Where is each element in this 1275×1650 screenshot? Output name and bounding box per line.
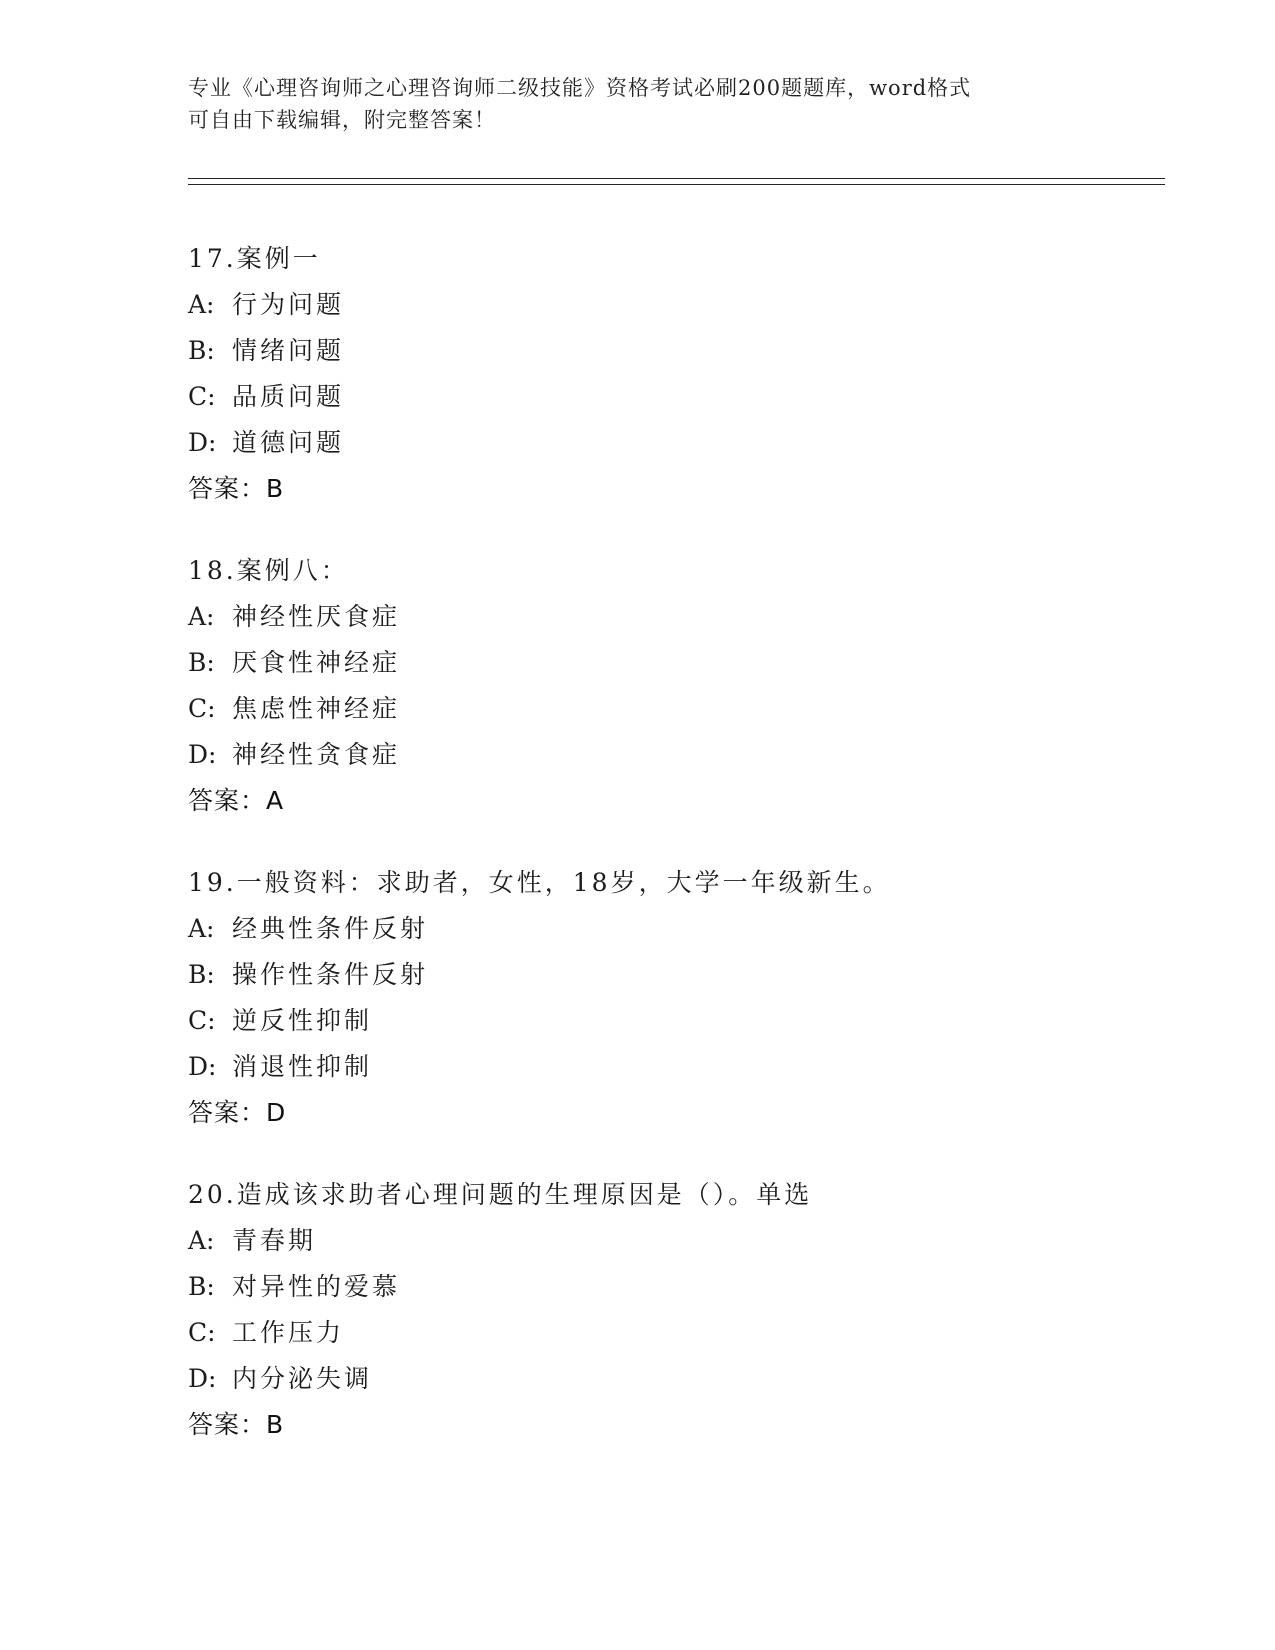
option-letter: A: — [188, 1226, 215, 1255]
option-line — [188, 686, 1148, 732]
option-letter: B: — [188, 1272, 215, 1301]
option-line — [188, 640, 1148, 686]
option-text: 工作压力 — [232, 1318, 345, 1347]
answer-line: 答案：A — [188, 786, 285, 815]
option-letter: C: — [188, 1006, 216, 1035]
option-line — [188, 1310, 1148, 1356]
option-text: 操作性条件反射 — [232, 960, 429, 989]
question-block — [188, 236, 1148, 512]
option-letter: C: — [188, 382, 216, 411]
option-text: 青春期 — [232, 1226, 317, 1255]
question-stem: 18.案例八： — [188, 556, 349, 585]
option-line — [188, 1044, 1148, 1090]
option-text: 情绪问题 — [232, 336, 345, 365]
option-line — [188, 420, 1148, 466]
option-line — [188, 374, 1148, 420]
option-line — [188, 1218, 1148, 1264]
option-line — [188, 1356, 1148, 1402]
question-block — [188, 860, 1148, 1136]
option-line — [188, 732, 1148, 778]
question-stem: 19.一般资料：求助者，女性，18岁，大学一年级新生。 — [188, 868, 891, 897]
option-letter: D: — [188, 740, 217, 769]
option-text: 神经性贪食症 — [232, 740, 401, 769]
question-block — [188, 548, 1148, 824]
option-text: 神经性厌食症 — [232, 602, 401, 631]
option-line — [188, 1264, 1148, 1310]
header-title-line-2: 可自由下载编辑，附完整答案！ — [188, 108, 496, 132]
option-letter: B: — [188, 648, 215, 677]
option-text: 经典性条件反射 — [232, 914, 429, 943]
option-text: 道德问题 — [232, 428, 345, 457]
answer-line: 答案：D — [188, 1098, 287, 1127]
option-text: 对异性的爱慕 — [232, 1272, 401, 1301]
option-letter: B: — [188, 336, 215, 365]
option-text: 焦虑性神经症 — [232, 694, 401, 723]
option-letter: D: — [188, 428, 217, 457]
option-text: 厌食性神经症 — [232, 648, 401, 677]
question-list — [188, 236, 1148, 1484]
option-text: 消退性抑制 — [232, 1052, 373, 1081]
option-letter: C: — [188, 694, 216, 723]
question-stem: 17.案例一 — [188, 244, 321, 273]
option-line — [188, 328, 1148, 374]
option-line — [188, 594, 1148, 640]
question-block — [188, 1172, 1148, 1448]
question-stem: 20.造成该求助者心理问题的生理原因是（）。单选 — [188, 1180, 813, 1209]
header-divider — [188, 178, 1165, 185]
option-line — [188, 906, 1148, 952]
option-line — [188, 952, 1148, 998]
option-line — [188, 998, 1148, 1044]
answer-line: 答案：B — [188, 1410, 285, 1439]
option-letter: B: — [188, 960, 215, 989]
option-text: 行为问题 — [232, 290, 345, 319]
option-text: 品质问题 — [232, 382, 345, 411]
option-line — [188, 282, 1148, 328]
option-letter: A: — [188, 290, 215, 319]
option-letter: C: — [188, 1318, 216, 1347]
option-letter: A: — [188, 914, 215, 943]
option-letter: A: — [188, 602, 215, 631]
option-text: 逆反性抑制 — [232, 1006, 373, 1035]
option-text: 内分泌失调 — [232, 1364, 373, 1393]
document-header — [188, 72, 1088, 136]
answer-line: 答案：B — [188, 474, 285, 503]
header-title-line-1: 专业《心理咨询师之心理咨询师二级技能》资格考试必刷200题题库，word格式 — [188, 76, 972, 100]
option-letter: D: — [188, 1052, 217, 1081]
option-letter: D: — [188, 1364, 217, 1393]
